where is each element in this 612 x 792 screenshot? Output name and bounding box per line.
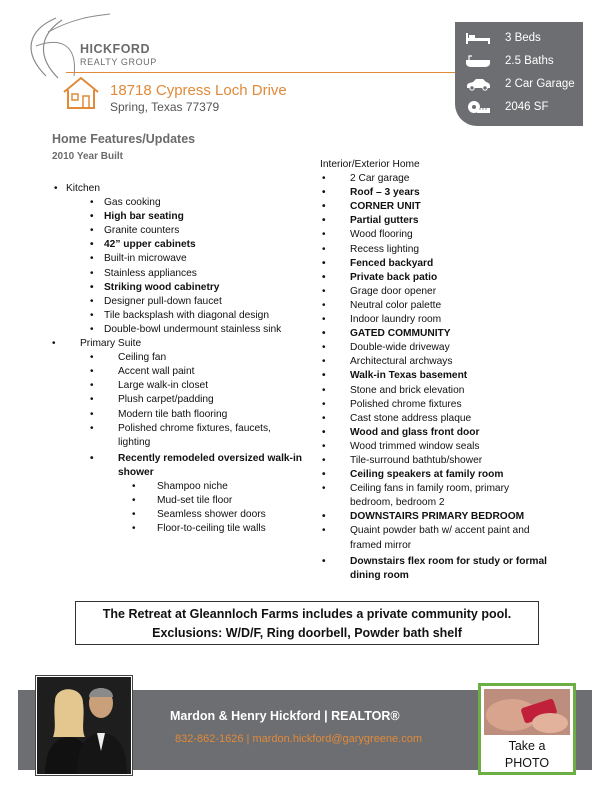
car-icon	[465, 77, 491, 91]
list-item: • GATED COMMUNITY	[322, 328, 451, 340]
primary-suite-heading: • Primary Suite	[52, 338, 142, 350]
list-item-text: Accent wall paint	[118, 366, 195, 378]
primary-suite-label: Primary Suite	[80, 338, 142, 350]
list-item: • Stainless appliances	[90, 267, 197, 279]
property-city: Spring, Texas 77379	[110, 100, 220, 114]
list-item: • Built-in microwave	[90, 253, 187, 265]
list-item-text: Roof – 3 years	[350, 187, 420, 199]
list-item-text: Mud-set tile floor	[157, 495, 233, 507]
list-item-text: Partial gutters	[350, 215, 419, 227]
take-photo-label	[481, 738, 573, 772]
notice-line-2: Exclusions: W/D/F, Ring doorbell, Powder bath shelf	[152, 626, 462, 640]
list-item: • Partial gutters	[322, 215, 419, 227]
list-item-text: Quaint powder bath w/ accent paint and framed mirror	[350, 525, 530, 551]
list-item: • Wood trimmed window seals	[322, 440, 480, 452]
list-item: • Roof – 3 years	[322, 187, 420, 199]
list-item: • Ceiling speakers at family room	[322, 469, 504, 481]
list-item: • Shampoo niche	[132, 480, 228, 492]
list-item: • Cast stone address plaque	[322, 412, 472, 424]
right-feature-list	[320, 158, 560, 583]
list-item-text: Designer pull-down faucet	[104, 295, 222, 307]
list-item-text: Floor-to-ceiling tile walls	[157, 523, 266, 535]
list-item-text: High bar seating	[104, 211, 184, 223]
list-item: • Modern tile bath flooring	[90, 408, 228, 420]
list-item-text: Recess lighting	[350, 243, 420, 255]
list-item: • CORNER UNIT	[322, 201, 421, 213]
list-item: • Walk-in Texas basement	[322, 370, 468, 382]
list-item-text: Wood trimmed window seals	[350, 440, 480, 452]
year-built: 2010 Year Built	[52, 151, 123, 162]
list-item: • Architectural archways	[322, 356, 453, 368]
phone-photo-image	[484, 689, 570, 735]
list-item: • Gas cooking	[90, 197, 161, 209]
list-item: • Polished chrome fixtures	[322, 398, 462, 410]
list-item: • Ceiling fans in family room, primary bedroom, bedroom 2	[322, 483, 510, 509]
list-item: • Accent wall paint	[90, 366, 195, 378]
list-item: • Double-bowl undermount stainless sink	[90, 323, 282, 335]
list-item-text: Indoor laundry room	[350, 314, 442, 326]
list-item-text: Built-in microwave	[104, 253, 187, 265]
list-item-text: GATED COMMUNITY	[350, 328, 451, 340]
list-item-text: Ceiling fan	[118, 352, 167, 364]
list-item-text: Double-wide driveway	[350, 342, 450, 354]
kitchen-label: Kitchen	[66, 183, 100, 194]
list-item: • Tile backsplash with diagonal design	[90, 309, 269, 321]
list-item-text: Granite counters	[104, 225, 180, 237]
list-item-text: Seamless shower doors	[157, 509, 266, 521]
list-item: • Floor-to-ceiling tile walls	[132, 523, 266, 535]
spec-beds	[465, 28, 541, 48]
list-item-text: Private back patio	[350, 271, 438, 283]
list-item-text: Striking wood cabinetry	[104, 281, 220, 293]
spec-sqft-label: 2046 SF	[505, 101, 549, 113]
list-item-text: Ceiling fans in family room, primary bedroom, bedroom 2	[350, 483, 510, 509]
list-item: • 2 Car garage	[322, 173, 410, 185]
list-item: • Tile-surround bathtub/shower	[322, 454, 483, 466]
list-item-text: Fenced backyard	[350, 257, 434, 269]
notice-line-1: The Retreat at Gleannloch Farms includes a private community pool.	[102, 607, 512, 621]
list-item: • Mud-set tile floor	[132, 495, 233, 507]
list-item-text: Polished chrome fixtures	[350, 398, 462, 410]
list-item-text: Grage door opener	[350, 285, 437, 297]
list-item-text: Recently remodeled oversized walk-in shower	[118, 452, 303, 478]
list-item: • Designer pull-down faucet	[90, 295, 222, 307]
list-item: • Polished chrome fixtures, faucets, lighting	[90, 422, 271, 448]
property-specs-panel	[455, 22, 583, 126]
list-item-text: Neutral color palette	[350, 299, 442, 311]
list-item: • Downstairs flex room for study or formal dining room	[322, 555, 547, 581]
list-item: • Granite counters	[90, 225, 180, 237]
list-item: • Double-wide driveway	[322, 342, 450, 354]
list-item: • Quaint powder bath w/ accent paint and framed mirror	[322, 525, 530, 551]
list-item-text: Ceiling speakers at family room	[350, 469, 504, 481]
list-item-text: Gas cooking	[104, 197, 161, 209]
list-item-text: Stone and brick elevation	[350, 384, 465, 396]
list-item: • High bar seating	[90, 211, 184, 223]
spec-beds-label: 3 Beds	[505, 32, 541, 44]
list-item: • Recess lighting	[322, 243, 420, 255]
list-item-text: Walk-in Texas basement	[350, 370, 468, 382]
community-notice-box	[75, 601, 539, 645]
agent-contact: 832-862-1626 | mardon.hickford@garygreene.com	[175, 733, 422, 745]
left-feature-list	[52, 182, 302, 536]
spec-baths	[465, 51, 554, 71]
list-item-text: Polished chrome fixtures, faucets, lighting	[118, 422, 271, 448]
list-item: • Wood flooring	[322, 229, 413, 241]
list-item: • Stone and brick elevation	[322, 384, 465, 396]
take-photo-line-2: PHOTO	[504, 756, 550, 770]
list-item: • Seamless shower doors	[132, 509, 266, 521]
list-item-text: Plush carpet/padding	[118, 394, 214, 406]
list-item: • Large walk-in closet	[90, 380, 209, 392]
list-item: • Recently remodeled oversized walk-in shower	[90, 452, 303, 478]
list-item: • DOWNSTAIRS PRIMARY BEDROOM	[322, 511, 525, 523]
list-item-text: CORNER UNIT	[350, 201, 421, 213]
brand-name: HICKFORD	[80, 42, 150, 56]
list-item: • Ceiling fan	[90, 352, 167, 364]
spec-sqft	[465, 97, 548, 117]
list-item: • Indoor laundry room	[322, 314, 442, 326]
list-item-text: Large walk-in closet	[118, 380, 209, 392]
features-title: Home Features/Updates	[52, 132, 196, 146]
agent-photo	[36, 676, 132, 775]
header-divider	[66, 72, 466, 73]
list-item-text: Wood and glass front door	[350, 426, 480, 438]
list-item: • Private back patio	[322, 271, 438, 283]
tape-measure-icon	[465, 100, 491, 114]
list-item: • Plush carpet/padding	[90, 394, 214, 406]
list-item-text: 42” upper cabinets	[104, 239, 196, 251]
list-item-text: Shampoo niche	[157, 480, 228, 492]
kitchen-heading: • Kitchen	[54, 183, 100, 194]
agent-names: Mardon & Henry Hickford | REALTOR®	[170, 709, 400, 723]
list-item: • 42” upper cabinets	[90, 239, 196, 251]
list-item: • Fenced backyard	[322, 257, 434, 269]
list-item-text: Double-bowl undermount stainless sink	[104, 323, 282, 335]
interior-exterior-heading: Interior/Exterior Home	[320, 159, 420, 170]
list-item-text: Tile-surround bathtub/shower	[350, 454, 483, 466]
list-item: • Neutral color palette	[322, 299, 442, 311]
take-photo-line-1: Take a	[508, 739, 546, 753]
list-item-text: Architectural archways	[350, 356, 453, 368]
list-item-text: Cast stone address plaque	[350, 412, 472, 424]
brand-subtitle: REALTY GROUP	[80, 57, 157, 67]
take-photo-box	[478, 683, 576, 775]
list-item-text: 2 Car garage	[350, 173, 410, 185]
list-item-text: Tile backsplash with diagonal design	[104, 309, 269, 321]
bed-icon	[465, 31, 491, 45]
bathtub-icon	[465, 54, 491, 68]
list-item: • Striking wood cabinetry	[90, 281, 220, 293]
list-item-text: Downstairs flex room for study or formal dining room	[350, 555, 547, 581]
property-address: 18718 Cypress Loch Drive	[110, 82, 287, 99]
list-item-text: Wood flooring	[350, 229, 413, 241]
spec-baths-label: 2.5 Baths	[505, 55, 554, 67]
list-item-text: Stainless appliances	[104, 267, 197, 279]
spec-garage-label: 2 Car Garage	[505, 78, 575, 90]
list-item-text: DOWNSTAIRS PRIMARY BEDROOM	[350, 511, 525, 523]
list-item: • Grage door opener	[322, 285, 437, 297]
house-icon	[62, 76, 100, 110]
list-item-text: Modern tile bath flooring	[118, 408, 228, 420]
list-item: • Wood and glass front door	[322, 426, 480, 438]
spec-garage	[465, 74, 575, 94]
